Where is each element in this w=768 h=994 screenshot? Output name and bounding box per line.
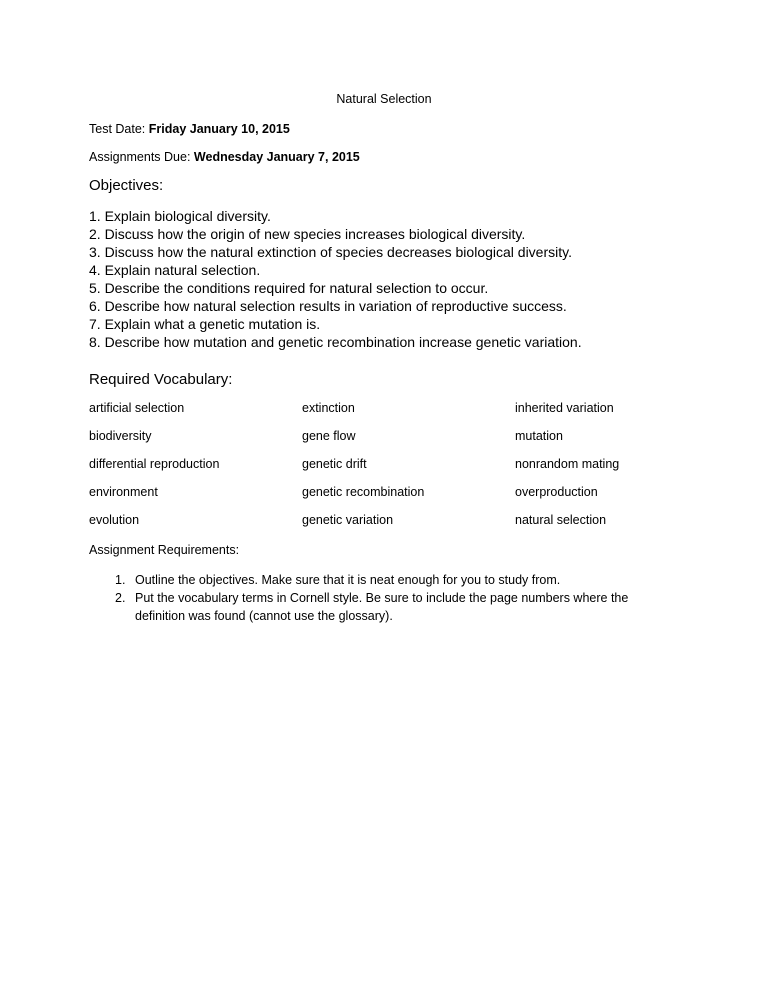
page-title: Natural Selection xyxy=(336,92,432,106)
objectives-list xyxy=(89,207,582,351)
objective-item: 7. Explain what a genetic mutation is. xyxy=(89,316,321,332)
objective-item: 5. Describe the conditions required for natural selection to occur. xyxy=(89,280,489,296)
vocabulary-row xyxy=(89,485,619,513)
vocabulary-row xyxy=(89,513,619,541)
objective-item: 2. Discuss how the origin of new species increases biological diversity. xyxy=(89,226,526,242)
vocabulary-term: extinction xyxy=(302,401,355,415)
vocabulary-table xyxy=(89,401,619,541)
assignments-due-label: Assignments Due: xyxy=(89,150,191,164)
test-date-value: Friday January 10, 2015 xyxy=(148,122,290,136)
vocabulary-term: evolution xyxy=(89,513,140,527)
assignments-due-value: Wednesday January 7, 2015 xyxy=(193,150,360,164)
vocabulary-term: genetic variation xyxy=(302,513,394,527)
vocabulary-term: mutation xyxy=(515,429,563,443)
vocabulary-term: artificial selection xyxy=(89,401,185,415)
test-date-line xyxy=(89,122,290,136)
vocabulary-row xyxy=(89,429,619,457)
vocabulary-term: gene flow xyxy=(302,429,356,443)
requirement-item xyxy=(115,571,655,589)
vocabulary-term: nonrandom mating xyxy=(515,457,620,471)
objective-item: 6. Describe how natural selection results in variation of reproductive success. xyxy=(89,298,567,314)
requirements-heading: Assignment Requirements: xyxy=(89,543,240,557)
vocabulary-term: genetic recombination xyxy=(302,485,425,499)
vocabulary-row xyxy=(89,457,619,485)
objectives-heading: Objectives: xyxy=(89,177,164,194)
vocabulary-term: natural selection xyxy=(515,513,607,527)
vocabulary-row xyxy=(89,401,619,429)
requirement-number: 2. xyxy=(115,591,126,605)
objective-item: 1. Explain biological diversity. xyxy=(89,208,271,224)
requirements-list xyxy=(115,571,655,625)
requirement-number: 1. xyxy=(115,573,126,587)
objective-item: 4. Explain natural selection. xyxy=(89,262,261,278)
objective-item: 8. Describe how mutation and genetic recombination increase genetic variation. xyxy=(89,334,582,350)
requirement-item xyxy=(115,589,655,625)
vocabulary-term: environment xyxy=(89,485,158,499)
vocabulary-term: biodiversity xyxy=(89,429,152,443)
objective-item: 3. Discuss how the natural extinction of species decreases biological diversity. xyxy=(89,244,572,260)
vocabulary-heading: Required Vocabulary: xyxy=(89,371,233,388)
requirement-text: Put the vocabulary terms in Cornell style. Be sure to include the page numbers where the definition was found (cannot use the glossary). xyxy=(135,591,629,623)
vocabulary-term: overproduction xyxy=(515,485,598,499)
requirement-text: Outline the objectives. Make sure that it is neat enough for you to study from. xyxy=(135,573,561,587)
vocabulary-term: genetic drift xyxy=(302,457,367,471)
assignments-due-line xyxy=(89,150,360,164)
vocabulary-term: inherited variation xyxy=(515,401,614,415)
vocabulary-term: differential reproduction xyxy=(89,457,220,471)
test-date-label: Test Date: xyxy=(89,122,146,136)
